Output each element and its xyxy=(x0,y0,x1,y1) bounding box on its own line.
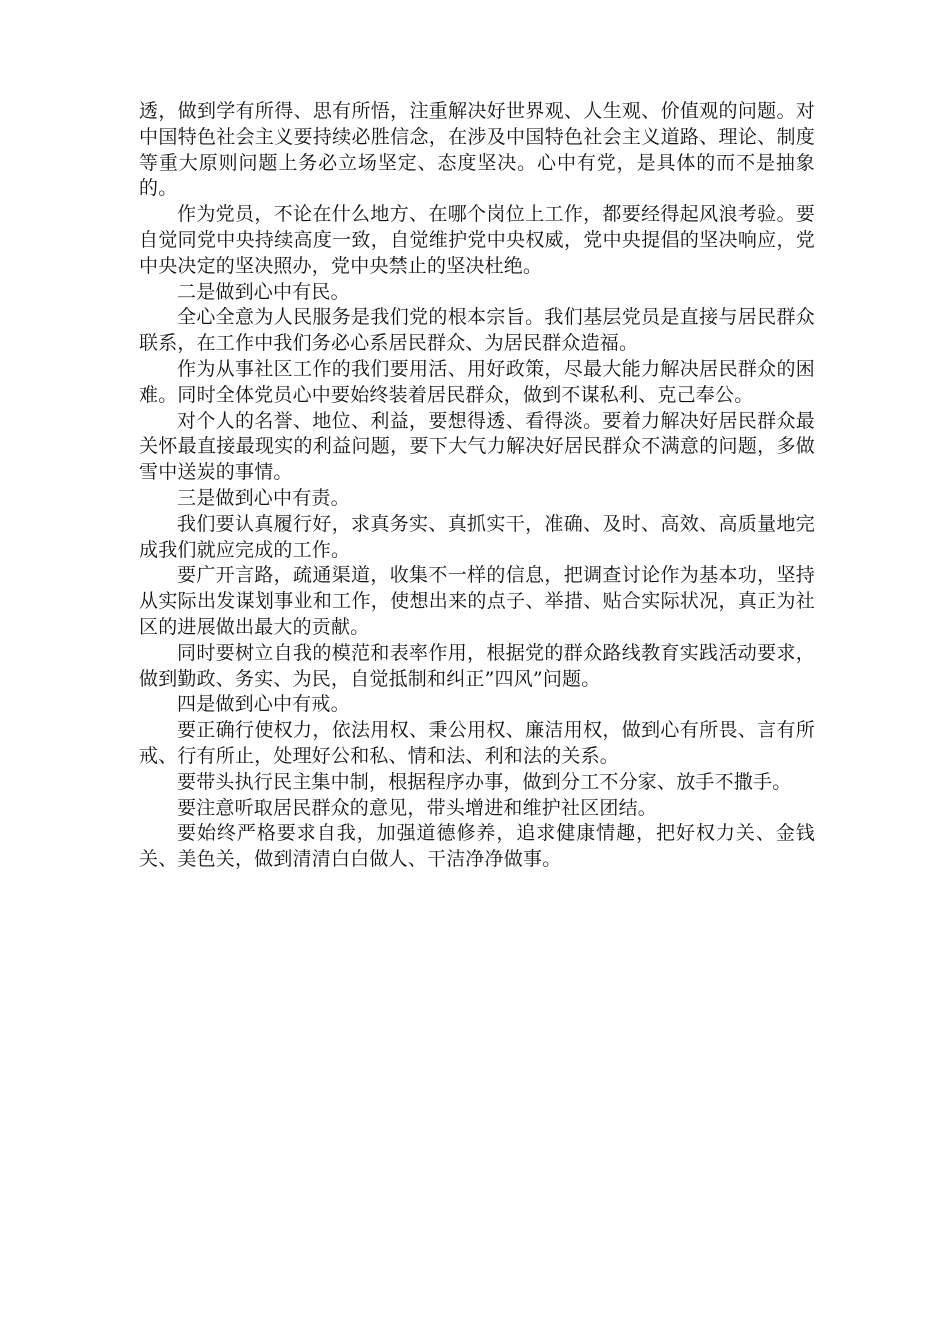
document-body xyxy=(139,99,815,873)
paragraph: 同时要树立自我的模范和表率作用，根据党的群众路线教育实践活动要求，做到勤政、务实、为民，自觉抵制和纠正”四风”问题。 xyxy=(139,641,815,690)
paragraph: 作为党员，不论在什么地方、在哪个岗位上工作，都要经得起风浪考验。要自觉同党中央持续高度一致，自觉维护党中央权威，党中央提倡的坚决响应，党中央决定的坚决照办，党中央禁止的坚决杜绝。 xyxy=(139,203,815,277)
paragraph: 要始终严格要求自我，加强道德修养，追求健康情趣，把好权力关、金钱关、美色关，做到清清白白做人、干洁净净做事。 xyxy=(139,822,815,871)
paragraph: 要注意听取居民群众的意见，带头增进和维护社区团结。 xyxy=(177,796,658,819)
paragraph: 要广开言路，疏通渠道，收集不一样的信息，把调查讨论作为基本功，坚持从实际出发谋划事业和工作，使想出来的点子、举措、贴合实际状况，真正为社区的进展做出最大的贡献。 xyxy=(139,564,815,638)
paragraph: 透，做到学有所得、思有所悟，注重解决好世界观、人生观、价值观的问题。对中国特色社会主义要持续必胜信念，在涉及中国特色社会主义道路、理论、制度等重大原则问题上务必立场坚定、态度坚决。心中有党，是具体的而不是抽象的。 xyxy=(139,100,815,200)
paragraph: 作为从事社区工作的我们要用活、用好政策，尽最大能力解决居民群众的困难。同时全体党员心中要始终装着居民群众，做到不谋私利、克己奉公。 xyxy=(139,357,815,406)
section-heading: 四是做到心中有戒。 xyxy=(177,693,350,716)
paragraph: 全心全意为人民服务是我们党的根本宗旨。我们基层党员是直接与居民群众联系，在工作中我们务必心系居民群众、为居民群众造福。 xyxy=(139,306,815,355)
section-heading: 二是做到心中有民。 xyxy=(177,280,350,303)
paragraph: 我们要认真履行好，求真务实、真抓实干，准确、及时、高效、高质量地完成我们就应完成的工作。 xyxy=(139,512,815,561)
section-heading: 三是做到心中有责。 xyxy=(177,486,350,509)
paragraph: 要正确行使权力，依法用权、秉公用权、廉洁用权，做到心有所畏、言有所戒、行有所止，处理好公和私、情和法、利和法的关系。 xyxy=(139,719,815,767)
paragraph: 对个人的名誉、地位、利益，要想得透、看得淡。要着力解决好居民群众最关怀最直接最现实的利益问题，要下大气力解决好居民群众不满意的问题，多做雪中送炭的事情。 xyxy=(139,409,815,484)
paragraph: 要带头执行民主集中制，根据程序办事，做到分工不分家、放手不撒手。 xyxy=(177,770,792,793)
